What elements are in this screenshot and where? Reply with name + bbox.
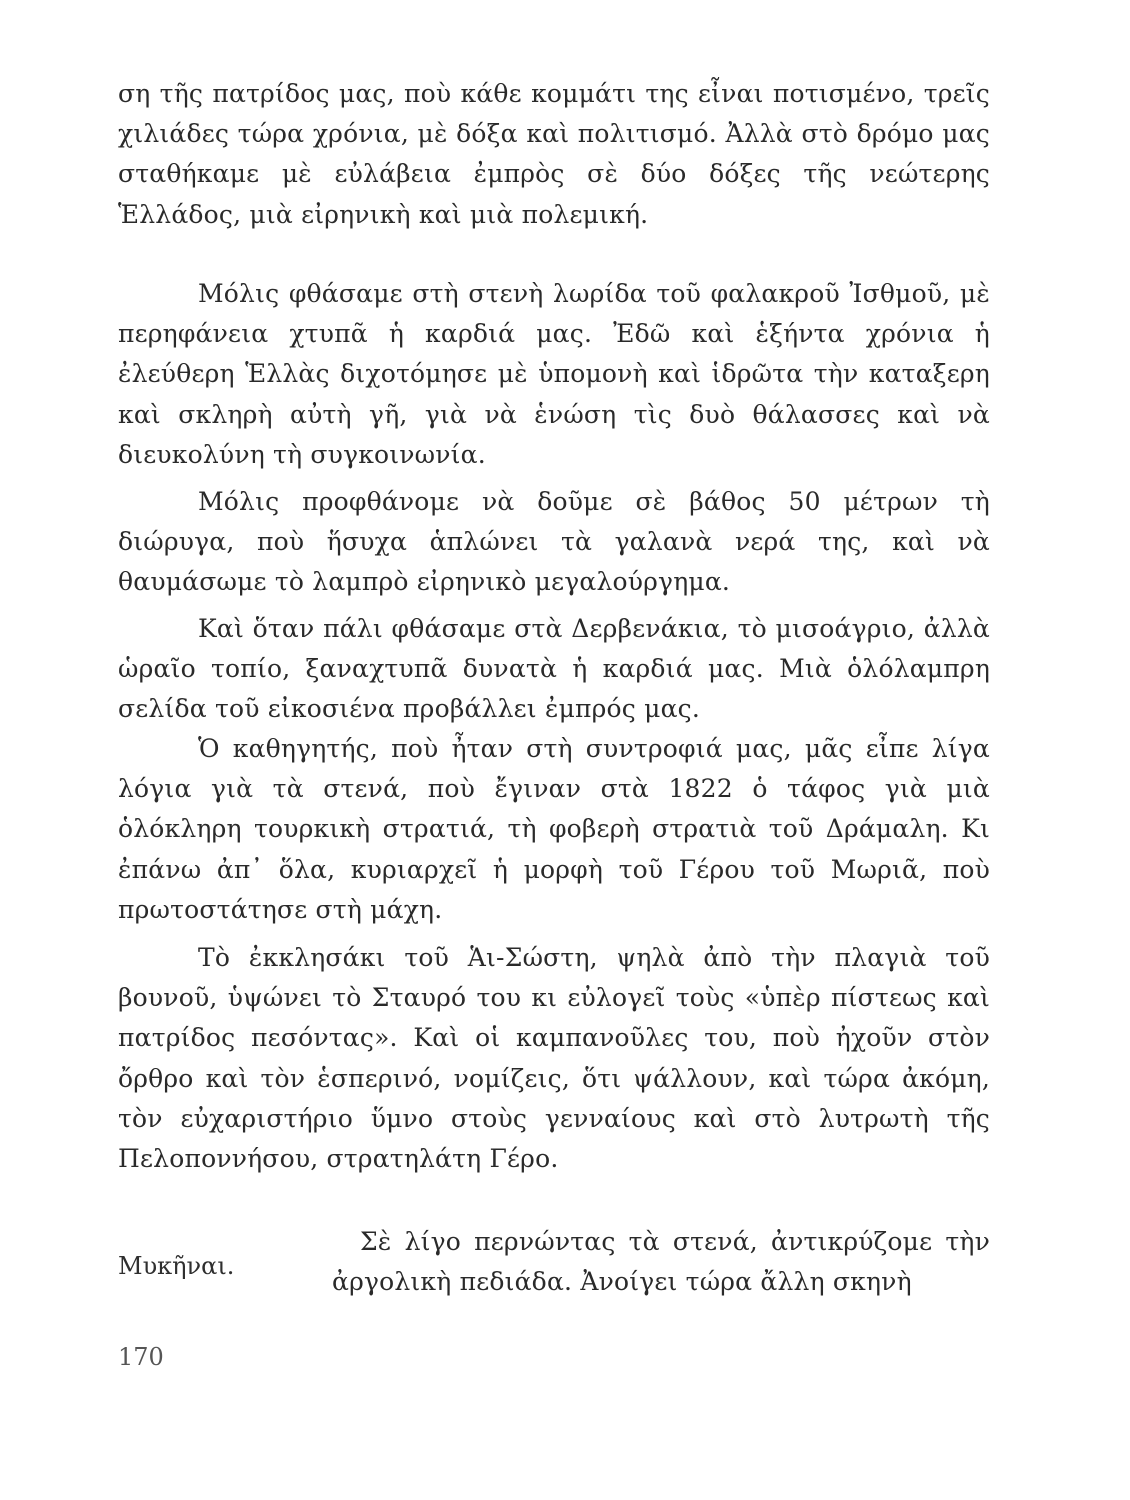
paragraph-chapel: Τὸ ἐκκλησάκι τοῦ Ἁι-Σώστη, ψηλὰ ἀπὸ τὴν πλαγιὰ τοῦ βουνοῦ, ὑψώνει τὸ Σταυρό του κι εὐλογεῖ τοὺς «ὑπὲρ πίστεως καὶ πατρίδος πεσόντας». Καὶ οἱ καμπανοῦλες του, ποὺ ἠχοῦν στὸν ὄρθρο καὶ τὸν ἑσπερινό, νομίζεις, ὅτι ψάλλουν, καὶ τώρα ἀκόμη, τὸν εὐχαριστήριο ὕμνο στοὺς γενναίους καὶ στὸ λυτρωτὴ τῆς Πελοποννήσου, στρατηλάτη Γέρο.: [118, 943, 990, 1174]
page-number: 170: [118, 1343, 164, 1371]
paragraph-dervenakia: Καὶ ὅταν πάλι φθάσαμε στὰ Δερβενάκια, τὸ μισοάγριο, ἀλλὰ ὡραῖο τοπίο, ξαναχτυπᾶ δυνατὰ ἡ καρδιά μας. Μιὰ ὁλόλαμπρη σελίδα τοῦ εἰκοσιένα προβάλλει ἐμπρός μας.: [118, 614, 990, 724]
paragraph-professor: Ὁ καθηγητής, ποὺ ἦταν στὴ συντροφιά μας, μᾶς εἶπε λίγα λόγια γιὰ τὰ στενά, ποὺ ἔγιναν στὰ 1822 ὁ τάφος γιὰ μιὰ ὁλόκληρη τουρκικὴ στρατιά, τὴ φοβερὴ στρατιὰ τοῦ Δράμαλη. Κι ἐπάνω ἀπ᾽ ὅλα, κυριαρχεῖ ἡ μορφὴ τοῦ Γέρου τοῦ Μωριᾶ, ποὺ πρωτοστάτησε στὴ μάχη.: [118, 734, 990, 924]
paragraph-argolic-plain: Σὲ λίγο περνώντας τὰ στενά, ἀντικρύζομε τὴν ἀργολικὴ πεδιάδα. Ἀνοίγει τώρα ἄλλη σκηνὴ: [332, 1227, 990, 1297]
paragraph-continuation: ση τῆς πατρίδος μας, ποὺ κάθε κομμάτι της εἶναι ποτισμένο, τρεῖς χιλιάδες τώρα χρόνια, μὲ δόξα καὶ πολιτισμό. Ἀλλὰ στὸ δρόμο μας σταθήκαμε μὲ εὐλάβεια ἐμπρὸς σὲ δύο δόξες τῆς νεώτερης Ἑλλάδος, μιὰ εἰρηνικὴ καὶ μιὰ πολεμική.: [118, 79, 990, 229]
section-heading-mykines: Μυκῆναι.: [118, 1252, 235, 1280]
paragraph-isthmus: Μόλις φθάσαμε στὴ στενὴ λωρίδα τοῦ φαλακροῦ Ἰσθμοῦ, μὲ περηφάνεια χτυπᾶ ἡ καρδιά μας. Ἐδῶ καὶ ἑξήντα χρόνια ἡ ἐλεύθερη Ἑλλὰς διχοτόμησε μὲ ὑπομονὴ καὶ ἱδρῶτα τὴν καταξερη καὶ σκληρὴ αὐτὴ γῆ, γιὰ νὰ ἑνώση τὶς δυὸ θάλασσες καὶ νὰ διευκολύνη τὴ συγκοινωνία.: [118, 279, 990, 469]
paragraph-canal: Μόλις προφθάνομε νὰ δοῦμε σὲ βάθος 50 μέτρων τὴ διώρυγα, ποὺ ἥσυχα ἁπλώνει τὰ γαλανὰ νερά της, καὶ νὰ θαυμάσωμε τὸ λαμπρὸ εἰρηνικὸ μεγαλούργημα.: [118, 487, 990, 597]
